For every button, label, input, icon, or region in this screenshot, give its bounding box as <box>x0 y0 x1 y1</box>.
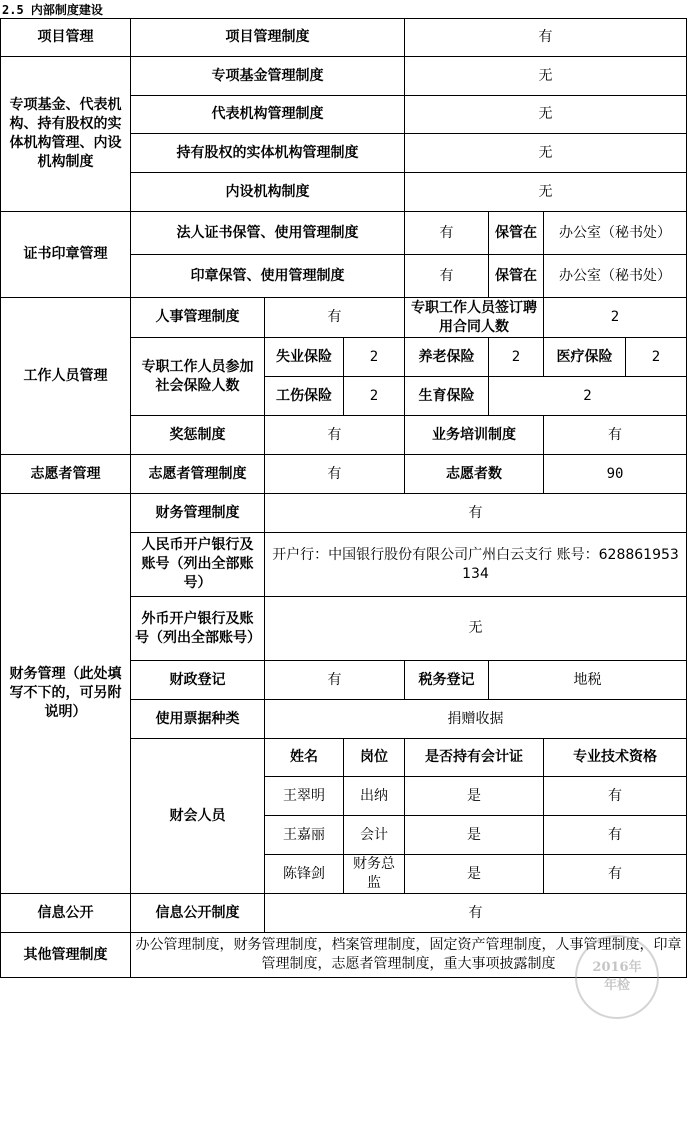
contract-label: 专职工作人员签订聘用合同人数 <box>405 298 544 338</box>
receipt-label: 使用票据种类 <box>131 700 265 739</box>
table-row <box>1 19 687 57</box>
header-qual: 专业技术资格 <box>544 739 687 777</box>
certificate-value: 有 <box>405 212 489 255</box>
other-value: 办公管理制度，财务管理制度，档案管理制度，固定资产管理制度，人事管理制度，印章管理制度，志愿者管理制度，重大事项披露制度 <box>131 933 687 978</box>
seal-keeper-label: 保管在 <box>489 255 544 298</box>
accountant-qual: 有 <box>544 816 687 855</box>
equity-entity-item: 持有股权的实体机构管理制度 <box>131 134 405 173</box>
reward-value: 有 <box>265 416 405 455</box>
training-value: 有 <box>544 416 687 455</box>
training-label: 业务培训制度 <box>405 416 544 455</box>
representative-value: 无 <box>405 96 687 134</box>
disclosure-system-value: 有 <box>265 894 687 933</box>
special-fund-value: 无 <box>405 57 687 96</box>
insurance-label: 专职工作人员参加社会保险人数 <box>131 338 265 416</box>
finance-category: 财务管理（此处填写不下的，可另附说明） <box>1 494 131 894</box>
disclosure-system-label: 信息公开制度 <box>131 894 265 933</box>
seal-keeper: 办公室（秘书处） <box>544 255 687 298</box>
header-cert: 是否持有会计证 <box>405 739 544 777</box>
maternity-label: 生育保险 <box>405 377 489 416</box>
volunteer-count-label: 志愿者数 <box>405 455 544 494</box>
header-post: 岗位 <box>344 739 405 777</box>
finance-system-label: 财务管理制度 <box>131 494 265 533</box>
project-category: 项目管理 <box>1 19 131 57</box>
seal-item: 印章保管、使用管理制度 <box>131 255 405 298</box>
injury-value: 2 <box>344 377 405 416</box>
tax-value: 地税 <box>489 661 687 700</box>
reward-label: 奖惩制度 <box>131 416 265 455</box>
accountant-qual: 有 <box>544 777 687 816</box>
internal-system-table <box>0 18 687 978</box>
receipt-value: 捐赠收据 <box>265 700 687 739</box>
personnel-label: 人事管理制度 <box>131 298 265 338</box>
seal-value: 有 <box>405 255 489 298</box>
table-row <box>1 933 687 978</box>
unemployment-label: 失业保险 <box>265 338 344 377</box>
tax-label: 税务登记 <box>405 661 489 700</box>
accountant-qual: 有 <box>544 855 687 894</box>
special-fund-item: 专项基金管理制度 <box>131 57 405 96</box>
pension-label: 养老保险 <box>405 338 489 377</box>
staff-category: 工作人员管理 <box>1 298 131 455</box>
finance-system-value: 有 <box>265 494 687 533</box>
accountant-name: 王翠明 <box>265 777 344 816</box>
table-row <box>1 494 687 533</box>
certificate-category: 证书印章管理 <box>1 212 131 298</box>
disclosure-category: 信息公开 <box>1 894 131 933</box>
accountant-cert: 是 <box>405 777 544 816</box>
rmb-account-value: 开户行：中国银行股份有限公司广州白云支行 账号：628861953134 <box>265 533 687 597</box>
table-row <box>1 212 687 255</box>
section-title: 2.5 内部制度建设 <box>2 3 103 17</box>
volunteer-category: 志愿者管理 <box>1 455 131 494</box>
foreign-account-label: 外币开户银行及账号（列出全部账号） <box>131 597 265 661</box>
stamp-year: 2016年 <box>592 960 642 975</box>
volunteer-system-label: 志愿者管理制度 <box>131 455 265 494</box>
table-row <box>1 894 687 933</box>
accountant-post: 出纳 <box>344 777 405 816</box>
accountant-cert: 是 <box>405 855 544 894</box>
internal-org-value: 无 <box>405 173 687 212</box>
unemployment-value: 2 <box>344 338 405 377</box>
rmb-account-label: 人民币开户银行及账号（列出全部账号） <box>131 533 265 597</box>
foreign-account-value: 无 <box>265 597 687 661</box>
accountant-post: 财务总监 <box>344 855 405 894</box>
fiscal-label: 财政登记 <box>131 661 265 700</box>
accountant-name: 陈锋剑 <box>265 855 344 894</box>
volunteer-system-value: 有 <box>265 455 405 494</box>
table-row <box>1 57 687 96</box>
other-category: 其他管理制度 <box>1 933 131 978</box>
certificate-keeper: 办公室（秘书处） <box>544 212 687 255</box>
special-fund-category: 专项基金、代表机构、持有股权的实体机构管理、内设机构制度 <box>1 57 131 212</box>
injury-label: 工伤保险 <box>265 377 344 416</box>
accountant-name: 王嘉丽 <box>265 816 344 855</box>
representative-item: 代表机构管理制度 <box>131 96 405 134</box>
accountant-label: 财会人员 <box>131 739 265 894</box>
medical-label: 医疗保险 <box>544 338 626 377</box>
personnel-value: 有 <box>265 298 405 338</box>
pension-value: 2 <box>489 338 544 377</box>
contract-value: 2 <box>544 298 687 338</box>
certificate-keeper-label: 保管在 <box>489 212 544 255</box>
fiscal-value: 有 <box>265 661 405 700</box>
table-row <box>1 298 687 338</box>
accountant-cert: 是 <box>405 816 544 855</box>
accountant-post: 会计 <box>344 816 405 855</box>
project-value: 有 <box>405 19 687 57</box>
maternity-value: 2 <box>489 377 687 416</box>
internal-org-item: 内设机构制度 <box>131 173 405 212</box>
stamp-text: 年检 <box>603 978 630 993</box>
table-row <box>1 455 687 494</box>
equity-entity-value: 无 <box>405 134 687 173</box>
project-item: 项目管理制度 <box>131 19 405 57</box>
medical-value: 2 <box>626 338 687 377</box>
header-name: 姓名 <box>265 739 344 777</box>
certificate-item: 法人证书保管、使用管理制度 <box>131 212 405 255</box>
volunteer-count-value: 90 <box>544 455 687 494</box>
